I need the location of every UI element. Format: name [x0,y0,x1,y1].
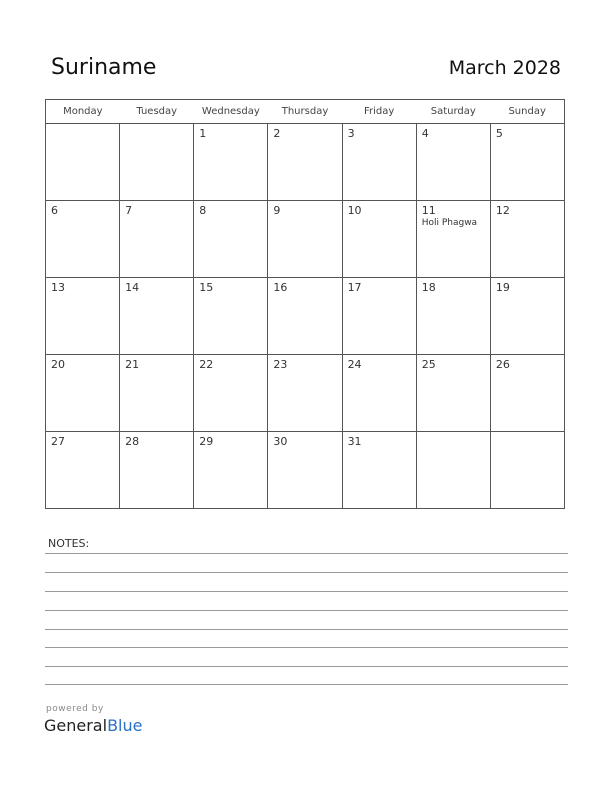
weekday-wednesday: Wednesday [194,100,268,124]
calendar-day-cell[interactable] [416,201,490,278]
calendar-day-cell[interactable] [342,355,416,432]
day-number: 15 [199,281,214,294]
weekday-friday: Friday [342,100,416,124]
calendar-week-row [46,278,565,355]
day-number: 16 [273,281,288,294]
note-line [45,647,568,648]
note-line [45,553,568,554]
calendar-day-cell[interactable] [194,355,268,432]
day-number: 24 [347,358,362,371]
day-number: 1 [199,127,207,140]
calendar-week-row [46,432,565,509]
day-number: 23 [273,358,288,371]
note-line [45,684,568,685]
calendar-grid [45,99,565,509]
calendar-day-cell[interactable] [342,432,416,509]
day-number: 29 [199,435,214,448]
calendar-country-title: Suriname [51,55,157,80]
calendar-day-cell[interactable] [416,278,490,355]
note-line [45,666,568,667]
day-number: 3 [347,127,355,140]
note-line [45,572,568,573]
day-number: 10 [347,204,362,217]
calendar-day-cell[interactable] [416,432,490,509]
weekday-sunday: Sunday [490,100,564,124]
calendar-day-cell[interactable] [120,124,194,201]
calendar-day-cell[interactable] [194,201,268,278]
weekday-header-row [46,100,565,124]
day-number: 28 [125,435,140,448]
note-line [45,629,568,630]
powered-by-text: powered by [46,704,104,714]
calendar-day-cell[interactable] [342,278,416,355]
calendar-day-cell[interactable] [490,124,564,201]
calendar-day-cell[interactable] [268,201,342,278]
holiday-label: Holi Phagwa [421,218,478,228]
day-number: 5 [495,127,503,140]
calendar-body [46,124,565,509]
day-number: 12 [495,204,510,217]
calendar-day-cell[interactable] [268,124,342,201]
calendar-day-cell[interactable] [194,278,268,355]
calendar-day-cell[interactable] [194,124,268,201]
day-number: 27 [51,435,65,448]
calendar-day-cell[interactable] [416,355,490,432]
calendar-day-cell[interactable] [46,201,120,278]
calendar-day-cell[interactable] [46,124,120,201]
calendar-week-row [46,355,565,432]
note-line [45,610,568,611]
logo-general-text: General [44,716,108,735]
day-number: 11 [421,204,436,217]
generalblue-logo[interactable] [44,716,142,735]
calendar-day-cell[interactable] [120,201,194,278]
calendar-day-cell[interactable] [490,278,564,355]
calendar-day-cell[interactable] [120,278,194,355]
calendar-day-cell[interactable] [194,432,268,509]
calendar-month-title: March 2028 [448,57,561,79]
calendar-day-cell[interactable] [490,201,564,278]
day-number: 18 [421,281,436,294]
calendar-week-row [46,201,565,278]
calendar-day-cell[interactable] [490,355,564,432]
day-number: 2 [273,127,281,140]
weekday-saturday: Saturday [416,100,490,124]
note-line [45,591,568,592]
weekday-monday: Monday [46,100,120,124]
day-number: 9 [273,204,281,217]
day-number: 17 [347,281,362,294]
day-number: 6 [51,204,58,217]
calendar-day-cell[interactable] [120,355,194,432]
calendar-day-cell[interactable] [120,432,194,509]
day-number: 8 [199,204,207,217]
day-number: 13 [51,281,65,294]
calendar-day-cell[interactable] [46,355,120,432]
day-number: 19 [495,281,510,294]
calendar-day-cell[interactable] [268,355,342,432]
calendar-day-cell[interactable] [342,124,416,201]
calendar-week-row [46,124,565,201]
notes-label: NOTES: [48,537,90,550]
day-number: 31 [347,435,362,448]
calendar-day-cell[interactable] [416,124,490,201]
day-number: 30 [273,435,288,448]
day-number: 22 [199,358,214,371]
calendar-day-cell[interactable] [490,432,564,509]
weekday-thursday: Thursday [268,100,342,124]
calendar-day-cell[interactable] [342,201,416,278]
calendar-day-cell[interactable] [46,278,120,355]
day-number: 4 [421,127,429,140]
day-number: 20 [51,358,65,371]
calendar-day-cell[interactable] [46,432,120,509]
day-number: 14 [125,281,140,294]
logo-blue-text: Blue [107,716,143,735]
day-number: 21 [125,358,140,371]
day-number: 25 [421,358,436,371]
day-number: 26 [495,358,510,371]
weekday-tuesday: Tuesday [120,100,194,124]
calendar-day-cell[interactable] [268,432,342,509]
calendar-day-cell[interactable] [268,278,342,355]
day-number: 7 [125,204,133,217]
